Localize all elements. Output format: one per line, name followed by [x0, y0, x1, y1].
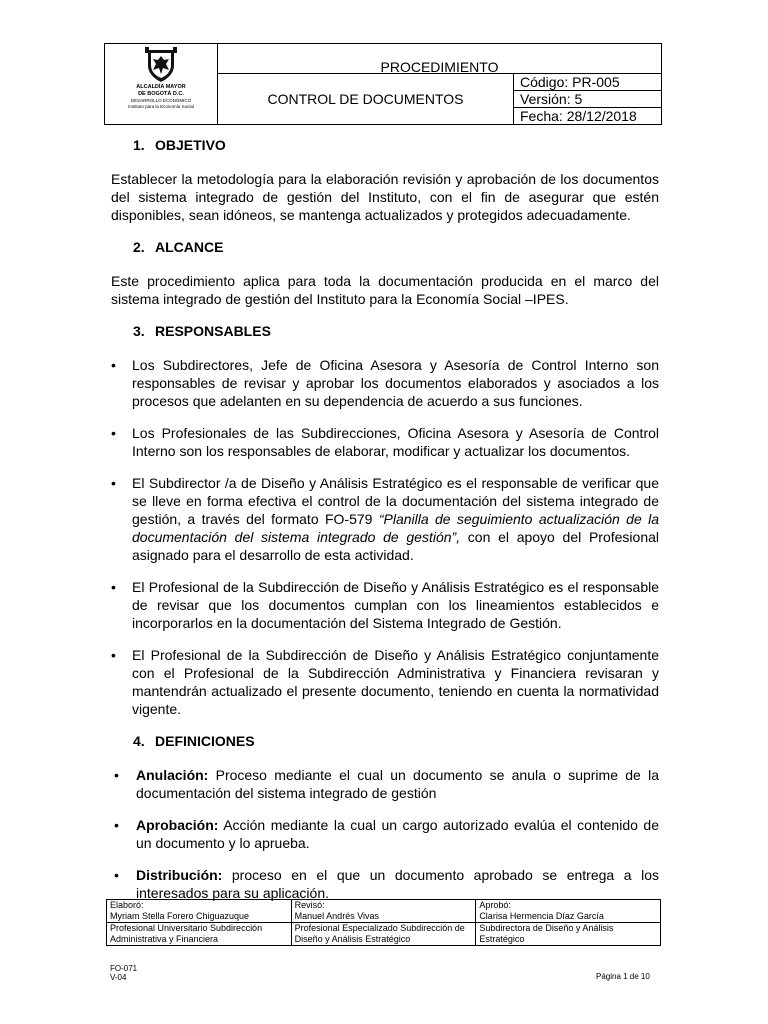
section-heading: RESPONSABLES	[155, 323, 271, 339]
alcance-text: Este procedimiento aplica para toda la documentación producida en el marco del sistema integrado de gestión del Instituto para la Economía Social –IPES.	[111, 273, 659, 307]
item-text: con el apoyo del Profesional asignado para el desarrollo de esta actividad.	[132, 529, 659, 563]
list-item	[111, 474, 659, 564]
reviso-label: Revisó:	[294, 900, 325, 910]
item-text: El Subdirector /a de Diseño y Análisis Estratégico es el responsable de verificar que se lleve en forma efectiva el control de la documentación del sistema integrado de gestión, a través del formato FO-579	[132, 475, 659, 527]
procedure-label: PROCEDIMIENTO	[218, 44, 661, 74]
section-number: 2.	[133, 239, 145, 255]
elaboro-role: Profesional Universitario Subdirección Administrativa y Financiera	[107, 923, 292, 946]
document-code: Código: PR-005	[514, 74, 661, 91]
section-alcance-title	[133, 238, 659, 256]
section-heading: ALCANCE	[155, 239, 224, 255]
list-item	[111, 766, 659, 802]
format-version: V-04	[110, 973, 127, 982]
format-code	[110, 964, 137, 982]
elaboro-cell	[107, 900, 292, 923]
list-item	[111, 816, 659, 852]
logo-line-2: DE BOGOTÁ D.C.	[138, 91, 184, 97]
definition-text: Proceso mediante el cual un documento se anula o suprime de la documentación del sistema integrado de gestión	[136, 767, 659, 801]
aprobo-label: Aprobó:	[479, 900, 511, 910]
definition-term: Distribución:	[136, 867, 223, 883]
list-item: • Los Profesionales de las Subdirecciones, Oficina Asesora y Asesoría de Control Interno son los responsables de elaborar, modificar y actualizar los documentos.	[111, 424, 659, 460]
responsables-list	[111, 356, 659, 718]
list-item: • Los Subdirectores, Jefe de Oficina Asesora y Asesoría de Control Interno son responsables de revisar y aprobar los documentos elaborados y asociados a los procesos que adelanten en su dependencia de acuerdo a sus funciones.	[111, 356, 659, 410]
definition-term: Anulación:	[136, 767, 209, 783]
section-responsables-title	[133, 322, 659, 340]
definiciones-list	[111, 766, 659, 902]
document-header	[104, 43, 662, 125]
section-heading: DEFINICIONES	[155, 733, 255, 749]
logo-line-4: Instituto para la Economía Social	[128, 104, 194, 109]
reviso-name: Manuel Andrés Vivas	[294, 911, 380, 921]
document-date: Fecha: 28/12/2018	[520, 108, 637, 124]
elaboro-label: Elaboró:	[110, 900, 144, 910]
elaboro-name: Myriam Stella Forero Chiguazuque	[110, 911, 250, 921]
logo-cell	[105, 44, 218, 124]
definition-text: Acción mediante la cual un cargo autorizado evalúa el contenido de un documento y lo aprueba.	[136, 817, 659, 851]
bogota-coat-of-arms-logo	[145, 47, 177, 83]
definition-term: Aprobación:	[136, 817, 219, 833]
definition-text: proceso en el que un documento aprobado se entrega a los interesados para su aplicación.	[136, 867, 659, 901]
objetivo-text: Establecer la metodología para la elaboración revisión y aprobación de los documentos del sistema integrado de gestión del Instituto, con el fin de asegurar que estén disponibles, sean idóneos, se mantenga actualizados y protegidos adecuadamente.	[111, 171, 659, 223]
reviso-cell	[291, 900, 476, 923]
document-title: CONTROL DE DOCUMENTOS	[218, 74, 514, 124]
section-objetivo-title	[133, 136, 659, 154]
aprobo-name: Clarisa Hermencia Díaz García	[479, 911, 604, 921]
list-item: • El Profesional de la Subdirección de Diseño y Análisis Estratégico conjuntamente con el Profesional de la Subdirección Administrativa y Financiera revisaran y mantendrán actualizado el presente documento, teniendo en cuenta la normatividad vigente.	[111, 646, 659, 718]
logo-line-3: DESARROLLO ECONÓMICO	[130, 98, 192, 103]
section-number: 4.	[133, 733, 145, 749]
document-version: Versión: 5	[514, 91, 661, 108]
approval-table	[106, 899, 661, 946]
list-item	[111, 866, 659, 902]
section-heading: OBJETIVO	[155, 137, 226, 153]
reviso-role: Profesional Especializado Subdirección de Diseño y Análisis Estratégico	[291, 923, 476, 946]
format-code-number: FO-071	[110, 964, 138, 973]
list-item: • El Profesional de la Subdirección de Diseño y Análisis Estratégico es el responsable de revisar que los documentos cumplan con los lineamientos establecidos e incorporarlos en la documentación del Sistema Integrado de Gestión.	[111, 578, 659, 632]
page-number: Página 1 de 10	[596, 972, 650, 981]
aprobo-cell	[476, 900, 661, 923]
section-number: 1.	[133, 137, 145, 153]
form-title-italic: “Planilla de seguimiento actualización de la documentación del sistema integrado de gestión”,	[132, 511, 660, 545]
section-definiciones-title	[133, 732, 659, 750]
logo-line-1: ALCALDÍA MAYOR	[136, 84, 186, 90]
section-number: 3.	[133, 323, 145, 339]
document-body	[111, 136, 659, 916]
aprobo-role: Subdirectora de Diseño y Análisis Estratégico	[476, 923, 661, 946]
